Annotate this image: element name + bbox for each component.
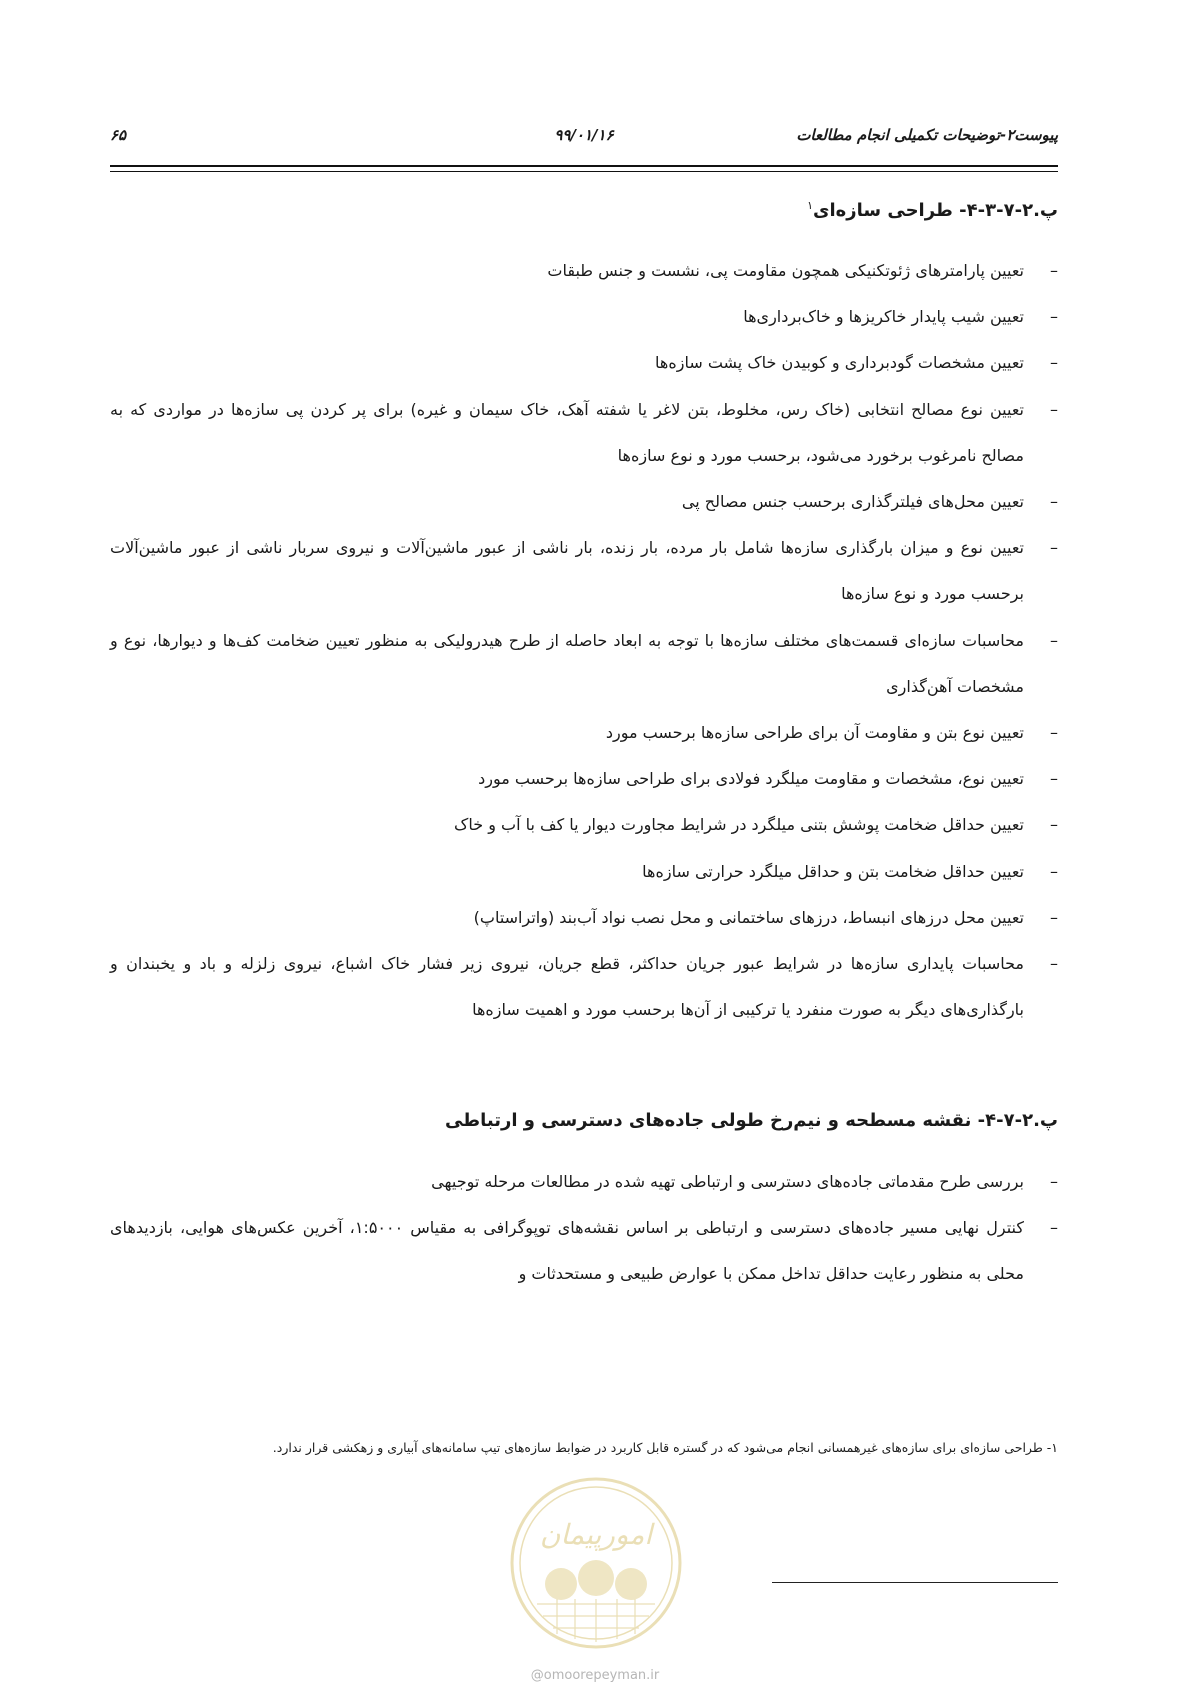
list-dash: – bbox=[1050, 769, 1058, 789]
list-item-text: تعیین نوع و میزان بارگذاری سازه‌ها شامل بار مرده، بار زنده، بار ناشی از عبور ماشین‌آلات و نیروی سربار ناشی از عبور ماشین‌آلات برحسب مورد و نوع سازه‌ها bbox=[110, 538, 1024, 604]
watermark-logo-text: امورپیمان bbox=[539, 1518, 653, 1551]
list-item bbox=[110, 756, 1058, 802]
list-dash: – bbox=[1050, 538, 1058, 558]
list-item bbox=[110, 1205, 1058, 1297]
list-item-text: محاسبات سازه‌ای قسمت‌های مختلف سازه‌ها با توجه به ابعاد حاصله از طرح هیدرولیکی به منظور تعیین ضخامت کف‌ها و دیوارها، نوع و مشخصات آهن‌گذاری bbox=[110, 630, 1024, 696]
list-item-text: تعیین نوع، مشخصات و مقاومت میلگرد فولادی برای طراحی سازه‌ها برحسب مورد bbox=[478, 769, 1024, 789]
list-item-text: تعیین محل‌های فیلترگذاری برحسب جنس مصالح پی bbox=[681, 492, 1024, 512]
list-dash: – bbox=[1050, 907, 1058, 927]
list-dash: – bbox=[1050, 630, 1058, 650]
list-item-text: تعیین محل درزهای انبساط، درزهای ساختمانی و محل نصب نواد آب‌بند (واتراستاپ) bbox=[473, 907, 1024, 927]
list-item bbox=[110, 248, 1058, 294]
list-item bbox=[110, 525, 1058, 617]
access-roads-list bbox=[110, 1159, 1058, 1298]
list-item bbox=[110, 479, 1058, 525]
footnote-rule bbox=[772, 1582, 1058, 1583]
header-rule-thin bbox=[110, 171, 1058, 172]
list-item-text: محاسبات پایداری سازه‌ها در شرایط عبور جریان حداکثر، قطع جریان، نیروی زیر فشار خاک اشباع، نیروی زلزله و باد و یخبندان و بارگذاری‌های دیگر به صورت منفرد یا ترکیبی از آن‌ها برحسب مورد و اهمیت سازه‌ها bbox=[110, 954, 1024, 1020]
list-dash: – bbox=[1050, 261, 1058, 280]
list-dash: – bbox=[1050, 954, 1058, 974]
footnote-ref: ۱ bbox=[807, 199, 813, 212]
watermark-logo bbox=[507, 1474, 685, 1652]
list-item bbox=[110, 618, 1058, 710]
watermark-site: @omoorepeyman.ir bbox=[530, 1668, 660, 1683]
list-dash: – bbox=[1050, 1218, 1058, 1238]
header-date: ۹۹/۰۱/۱۶ bbox=[554, 126, 614, 144]
list-dash: – bbox=[1050, 1172, 1058, 1191]
section-heading-text: پ.۲-۷-۴- نقشه مسطحه و نیم‌رخ طولی جاده‌های دسترسی و ارتباطی bbox=[444, 1110, 1058, 1131]
header-rule-thick bbox=[110, 165, 1058, 167]
list-item-text: تعیین پارامترهای ژئوتکنیکی همچون مقاومت پی، نشست و جنس طبقات bbox=[547, 261, 1024, 280]
list-item-text: تعیین نوع مصالح انتخابی (خاک رس، مخلوط، بتن لاغر یا شفته آهک، خاک سیمان و غیره) برای پر کردن پی سازه‌ها در مواردی که به مصالح نامرغوب برخورد می‌شود، برحسب مورد و نوع سازه‌ها bbox=[110, 399, 1024, 465]
list-item bbox=[110, 340, 1058, 386]
list-item bbox=[110, 294, 1058, 340]
list-item-text: بررسی طرح مقدماتی جاده‌های دسترسی و ارتباطی تهیه شده در مطالعات مرحله توجیهی bbox=[431, 1172, 1024, 1191]
section-heading-access-roads bbox=[110, 1107, 1058, 1135]
section-heading-structural-design bbox=[110, 197, 1058, 225]
page-number: ۶۵ bbox=[110, 126, 127, 144]
list-item bbox=[110, 387, 1058, 479]
list-item-text: تعیین حداقل ضخامت پوشش بتنی میلگرد در شرایط مجاورت دیوار یا کف با آب و خاک bbox=[454, 815, 1024, 835]
list-dash: – bbox=[1050, 353, 1058, 373]
list-dash: – bbox=[1050, 815, 1058, 835]
footnote: ۱- طراحی سازه‌ای برای سازه‌های غیرهمسانی انجام می‌شود که در گستره قابل کاربرد در ضوابط سازه‌های تیپ سامانه‌های آبیاری و زهکشی قرار ندارد. bbox=[272, 1440, 1058, 1455]
list-item-text: تعیین نوع بتن و مقاومت آن برای طراحی سازه‌ها برحسب مورد bbox=[605, 723, 1024, 743]
list-item bbox=[110, 802, 1058, 848]
list-dash: – bbox=[1050, 307, 1058, 327]
list-item bbox=[110, 710, 1058, 756]
list-item bbox=[110, 895, 1058, 941]
list-dash: – bbox=[1050, 492, 1058, 512]
list-item bbox=[110, 1159, 1058, 1205]
list-item-text: تعیین شیب پایدار خاکریزها و خاک‌برداری‌ها bbox=[743, 307, 1024, 327]
page-header bbox=[110, 126, 1058, 150]
list-item bbox=[110, 849, 1058, 895]
list-item-text: کنترل نهایی مسیر جاده‌های دسترسی و ارتباطی بر اساس نقشه‌های توپوگرافی به مقیاس ۱:۵۰۰۰، آخرین عکس‌های هوایی، بازدیدهای محلی به منظور رعایت حداقل تداخل ممکن با عوارض طبیعی و مستحدثات و bbox=[110, 1218, 1024, 1284]
structural-design-list bbox=[110, 248, 1058, 1033]
list-dash: – bbox=[1050, 723, 1058, 743]
list-item bbox=[110, 941, 1058, 1033]
list-dash: – bbox=[1050, 399, 1058, 419]
list-item-text: تعیین حداقل ضخامت بتن و حداقل میلگرد حرارتی سازه‌ها bbox=[642, 861, 1024, 881]
header-title: پیوست۲-توضیحات تکمیلی انجام مطالعات bbox=[796, 126, 1058, 144]
section-heading-text: پ.۲-۷-۳-۴- طراحی سازه‌ای bbox=[812, 200, 1058, 221]
list-item-text: تعیین مشخصات گودبرداری و کوبیدن خاک پشت سازه‌ها bbox=[655, 353, 1024, 373]
list-dash: – bbox=[1050, 861, 1058, 881]
